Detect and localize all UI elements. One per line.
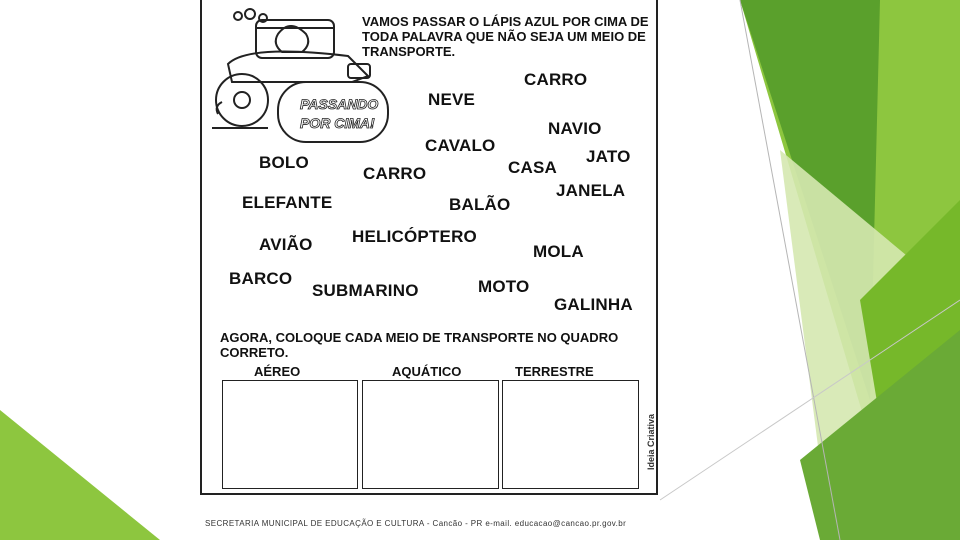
column-header-aereo: AÉREO — [254, 364, 301, 379]
word-cavalo: CAVALO — [425, 136, 496, 155]
instruction-bottom: AGORA, COLOQUE CADA MEIO DE TRANSPORTE NO QUADRO CORRETO. — [220, 330, 619, 360]
word-jato: JATO — [586, 147, 631, 166]
illustration-caption-1: PASSANDO — [300, 96, 379, 112]
word-submarino: SUBMARINO — [312, 281, 419, 300]
word-barco: BARCO — [229, 269, 293, 288]
word-carro-1: CARRO — [524, 70, 588, 89]
column-header-aquatico: AQUÁTICO — [392, 364, 462, 379]
answer-box-terrestre — [502, 380, 639, 489]
illustration-caption-2: POR CIMA! — [300, 115, 375, 131]
word-elefante: ELEFANTE — [242, 193, 333, 212]
instruction-top: VAMOS PASSAR O LÁPIS AZUL POR CIMA DE TODA PALAVRA QUE NÃO SEJA UM MEIO DE TRANSPORTE. — [362, 14, 649, 59]
word-galinha: GALINHA — [554, 295, 633, 314]
footer-text: SECRETARIA MUNICIPAL DE EDUCAÇÃO E CULTURA - Cancão - PR e-mail. educacao@cancao.pr.gov.br — [205, 519, 627, 528]
word-aviao: AVIÃO — [259, 235, 313, 254]
word-carro-2: CARRO — [363, 164, 427, 183]
word-janela: JANELA — [556, 181, 626, 200]
word-helicoptero: HELICÓPTERO — [352, 227, 477, 246]
word-mola: MOLA — [533, 242, 584, 261]
word-navio: NAVIO — [548, 119, 602, 138]
word-bolo: BOLO — [259, 153, 309, 172]
worksheet — [200, 0, 658, 495]
word-casa: CASA — [508, 158, 557, 177]
word-balao: BALÃO — [449, 195, 511, 214]
answer-box-aereo — [222, 380, 358, 489]
word-moto: MOTO — [478, 277, 530, 296]
credit-text: Ideia Criativa — [646, 413, 656, 470]
word-neve: NEVE — [428, 90, 476, 109]
column-header-terrestre: TERRESTRE — [515, 364, 594, 379]
answer-box-aquatico — [362, 380, 499, 489]
